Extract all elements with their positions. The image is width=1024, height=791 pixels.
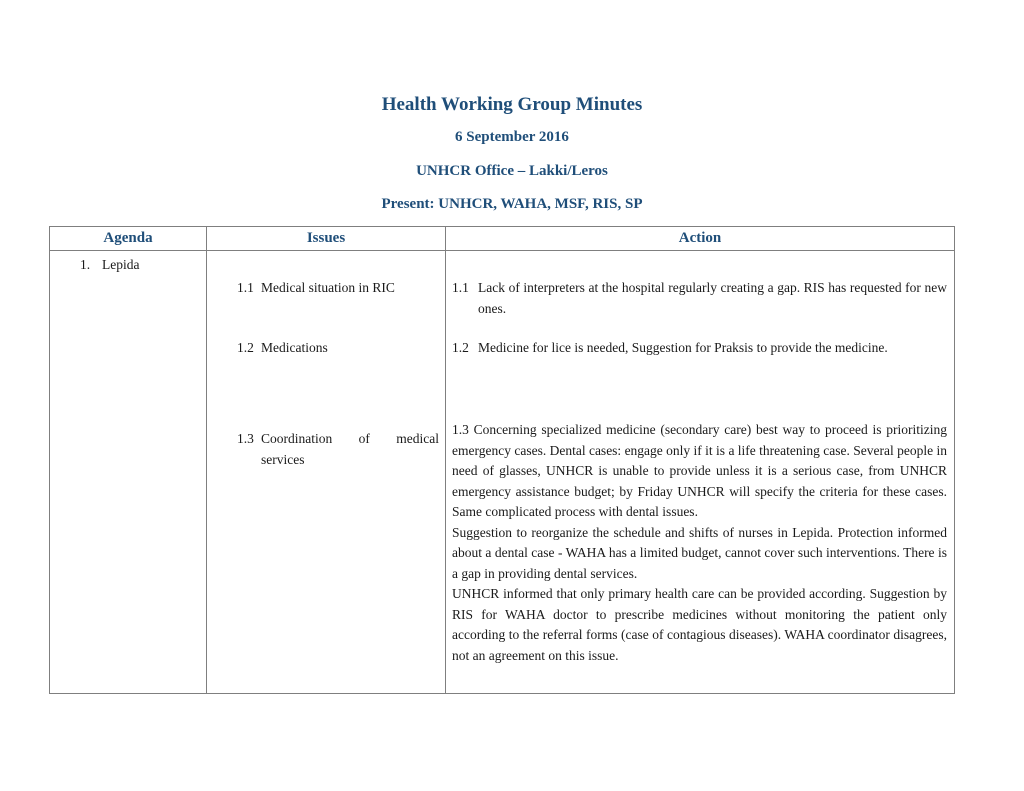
issue-text: Medical situation in RIC — [261, 280, 395, 295]
document-title: Health Working Group Minutes — [381, 94, 643, 115]
issue-text: Medications — [261, 340, 328, 355]
action-item — [452, 420, 947, 666]
table-header-row — [50, 227, 955, 251]
issues-cell — [207, 251, 446, 694]
attendees-line: Present: UNHCR, WAHA, MSF, RIS, SP — [381, 196, 643, 212]
meeting-date: 6 September 2016 — [455, 129, 569, 145]
action-paragraph: UNHCR informed that only primary health care can be provided according. Suggestion by RIS for WAHA doctor to prescribe medicines without monitoring the patient only according to the referral forms (case of contagious diseases). WAHA coordinator disagrees, not an agreement on this issue. — [452, 586, 947, 663]
issue-number: 1.2 — [237, 340, 254, 355]
header-action: Action — [446, 227, 955, 251]
header-agenda: Agenda — [50, 227, 207, 251]
issue-item — [237, 429, 439, 470]
action-paragraph: Suggestion to reorganize the schedule and shifts of nurses in Lepida. Protection informed about a dental case - WAHA has a limited budget, cannot cover such interventions. There is a gap in providing dental services. — [452, 524, 947, 581]
action-item — [452, 338, 947, 359]
action-paragraph: 1.3 Concerning specialized medicine (secondary care) best way to proceed is prioritizing emergency cases. Dental cases: engage only if it is a life threatening case. Several people in need of glasses, UNHCR is unable to provide unless it is a serious case, from UNHCR emergency assistance budget; by Friday UNHCR will specify the criteria for these cases. Same complicated process with dental issues. — [452, 422, 947, 519]
meeting-location: UNHCR Office – Lakki/Leros — [416, 163, 608, 179]
action-text: Medicine for lice is needed, Suggestion for Praksis to provide the medicine. — [478, 340, 888, 355]
issue-number: 1.3 — [237, 431, 254, 446]
action-number: 1.1 — [452, 280, 469, 295]
action-text: Lack of interpreters at the hospital regularly creating a gap. RIS has requested for new ones. — [478, 280, 947, 316]
action-item — [452, 278, 947, 319]
action-number: 1.2 — [452, 340, 469, 355]
issue-item — [237, 338, 439, 359]
issue-item — [237, 278, 439, 299]
issue-number: 1.1 — [237, 280, 254, 295]
minutes-table — [49, 226, 955, 694]
agenda-label: Lepida — [102, 257, 140, 272]
agenda-number: 1. — [80, 257, 91, 272]
header-issues: Issues — [207, 227, 446, 251]
issue-text: Coordination of medical services — [261, 431, 439, 467]
table-row — [50, 251, 955, 694]
action-cell — [446, 251, 955, 694]
agenda-item — [50, 255, 206, 276]
agenda-cell — [50, 251, 207, 694]
